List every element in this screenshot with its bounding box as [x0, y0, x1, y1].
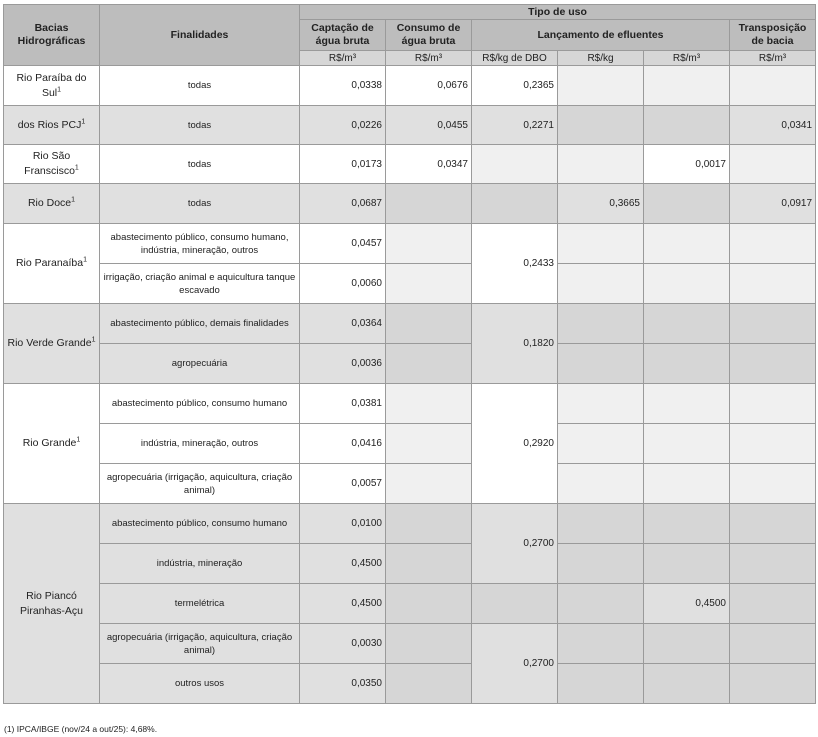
- empty-cell: [644, 184, 730, 224]
- empty-cell: [644, 504, 730, 544]
- header-tipo-de-uso: Tipo de uso: [300, 5, 816, 20]
- finalidade: termelétrica: [100, 584, 300, 624]
- value-captacao: 0,0100: [300, 504, 386, 544]
- value-captacao: 0,0350: [300, 664, 386, 704]
- table-row: [4, 145, 816, 184]
- empty-cell: [730, 424, 816, 464]
- finalidade: indústria, mineração: [100, 544, 300, 584]
- empty-cell: [644, 664, 730, 704]
- empty-cell: [730, 544, 816, 584]
- value-dbo: 0,2700: [472, 624, 558, 704]
- empty-cell: [644, 304, 730, 344]
- empty-cell: [558, 664, 644, 704]
- value-consumo: 0,0347: [386, 145, 472, 184]
- value-captacao: 0,0364: [300, 304, 386, 344]
- value-captacao: 0,0030: [300, 624, 386, 664]
- empty-cell: [644, 424, 730, 464]
- empty-cell: [730, 584, 816, 624]
- empty-cell: [386, 624, 472, 664]
- finalidade: todas: [100, 66, 300, 106]
- table-row: [4, 664, 816, 704]
- unit-dbo: R$/kg de DBO: [472, 51, 558, 66]
- value-lancamento-m3: 0,4500: [644, 584, 730, 624]
- unit-consumo: R$/m³: [386, 51, 472, 66]
- value-dbo: 0,2920: [472, 384, 558, 504]
- table-row: [4, 464, 816, 504]
- empty-cell: [730, 145, 816, 184]
- table-row: [4, 504, 816, 544]
- empty-cell: [386, 464, 472, 504]
- finalidade: abastecimento público, demais finalidades: [100, 304, 300, 344]
- table-row: [4, 544, 816, 584]
- header-captacao: Captação de água bruta: [300, 20, 386, 51]
- unit-lancamento-m3: R$/m³: [644, 51, 730, 66]
- value-captacao: 0,4500: [300, 544, 386, 584]
- empty-cell: [472, 584, 558, 624]
- tariff-table: [3, 4, 816, 704]
- value-dbo: 0,2365: [472, 66, 558, 106]
- value-transposicao: 0,0917: [730, 184, 816, 224]
- value-captacao: 0,0036: [300, 344, 386, 384]
- empty-cell: [558, 584, 644, 624]
- table-row: [4, 344, 816, 384]
- header-bacias: Bacias Hidrográficas: [4, 5, 100, 66]
- value-consumo: 0,0676: [386, 66, 472, 106]
- basin-name: Rio Doce$^1$: [4, 184, 100, 224]
- finalidade: irrigação, criação animal e aquicultura tanque escavado: [100, 264, 300, 304]
- table-row: [4, 384, 816, 424]
- table-row: [4, 584, 816, 624]
- finalidade: abastecimento público, consumo humano: [100, 384, 300, 424]
- value-dbo: 0,2271: [472, 106, 558, 145]
- table-row: [4, 624, 816, 664]
- empty-cell: [472, 145, 558, 184]
- empty-cell: [730, 664, 816, 704]
- finalidade: abastecimento público, consumo humano, indústria, mineração, outros: [100, 224, 300, 264]
- finalidade: agropecuária: [100, 344, 300, 384]
- unit-captacao: R$/m³: [300, 51, 386, 66]
- value-captacao: 0,0416: [300, 424, 386, 464]
- header-lancamento: Lançamento de efluentes: [472, 20, 730, 51]
- value-lancamento-m3: 0,0017: [644, 145, 730, 184]
- value-transposicao: 0,0341: [730, 106, 816, 145]
- value-captacao: 0,0381: [300, 384, 386, 424]
- empty-cell: [472, 184, 558, 224]
- empty-cell: [386, 544, 472, 584]
- empty-cell: [558, 624, 644, 664]
- finalidade: indústria, mineração, outros: [100, 424, 300, 464]
- empty-cell: [644, 264, 730, 304]
- value-dbo: 0,2433: [472, 224, 558, 304]
- empty-cell: [730, 384, 816, 424]
- empty-cell: [386, 424, 472, 464]
- empty-cell: [730, 464, 816, 504]
- unit-kg: R$/kg: [558, 51, 644, 66]
- empty-cell: [644, 464, 730, 504]
- empty-cell: [386, 384, 472, 424]
- finalidade: agropecuária (irrigação, aquicultura, criação animal): [100, 464, 300, 504]
- value-captacao: 0,0687: [300, 184, 386, 224]
- empty-cell: [730, 304, 816, 344]
- value-captacao: 0,4500: [300, 584, 386, 624]
- empty-cell: [644, 344, 730, 384]
- basin-name: Rio Paraíba do Sul$^1$: [4, 66, 100, 106]
- basin-name: Rio Grande$^1$: [4, 384, 100, 504]
- header-consumo: Consumo de água bruta: [386, 20, 472, 51]
- unit-transposicao: R$/m³: [730, 51, 816, 66]
- finalidade: todas: [100, 145, 300, 184]
- value-dbo: 0,2700: [472, 504, 558, 584]
- empty-cell: [730, 66, 816, 106]
- table-row: [4, 106, 816, 145]
- empty-cell: [644, 224, 730, 264]
- empty-cell: [644, 384, 730, 424]
- value-dbo: 0,1820: [472, 304, 558, 384]
- empty-cell: [386, 304, 472, 344]
- value-consumo: 0,0455: [386, 106, 472, 145]
- empty-cell: [558, 224, 644, 264]
- empty-cell: [386, 224, 472, 264]
- empty-cell: [386, 264, 472, 304]
- value-captacao: 0,0057: [300, 464, 386, 504]
- empty-cell: [644, 624, 730, 664]
- value-kg: 0,3665: [558, 184, 644, 224]
- basin-name: Rio Paranaíba$^1$: [4, 224, 100, 304]
- finalidade: abastecimento público, consumo humano: [100, 504, 300, 544]
- basin-name: dos Rios PCJ$^1$: [4, 106, 100, 145]
- empty-cell: [558, 344, 644, 384]
- empty-cell: [558, 66, 644, 106]
- empty-cell: [730, 224, 816, 264]
- empty-cell: [386, 664, 472, 704]
- header-finalidades: Finalidades: [100, 5, 300, 66]
- table-row: [4, 66, 816, 106]
- empty-cell: [730, 264, 816, 304]
- value-captacao: 0,0060: [300, 264, 386, 304]
- empty-cell: [558, 106, 644, 145]
- finalidade: agropecuária (irrigação, aquicultura, criação animal): [100, 624, 300, 664]
- finalidade: outros usos: [100, 664, 300, 704]
- empty-cell: [730, 344, 816, 384]
- value-captacao: 0,0226: [300, 106, 386, 145]
- empty-cell: [730, 504, 816, 544]
- basin-name: Rio São Franscisco$^1$: [4, 145, 100, 184]
- basin-name: Rio Piancó Piranhas-Açu: [4, 504, 100, 704]
- empty-cell: [386, 504, 472, 544]
- table-row: [4, 424, 816, 464]
- value-captacao: 0,0338: [300, 66, 386, 106]
- empty-cell: [386, 584, 472, 624]
- empty-cell: [558, 384, 644, 424]
- footnote: (1) IPCA/IBGE (nov/24 a out/25): 4,68%.: [4, 724, 158, 734]
- basin-name: Rio Verde Grande$^1$: [4, 304, 100, 384]
- empty-cell: [558, 544, 644, 584]
- value-captacao: 0,0457: [300, 224, 386, 264]
- empty-cell: [644, 544, 730, 584]
- table-row: [4, 224, 816, 264]
- value-captacao: 0,0173: [300, 145, 386, 184]
- empty-cell: [386, 184, 472, 224]
- empty-cell: [644, 106, 730, 145]
- table-row: [4, 264, 816, 304]
- empty-cell: [558, 424, 644, 464]
- finalidade: todas: [100, 106, 300, 145]
- empty-cell: [730, 624, 816, 664]
- empty-cell: [558, 464, 644, 504]
- table-row: [4, 184, 816, 224]
- empty-cell: [558, 264, 644, 304]
- empty-cell: [558, 504, 644, 544]
- table-row: [4, 304, 816, 344]
- empty-cell: [644, 66, 730, 106]
- empty-cell: [558, 145, 644, 184]
- header-transposicao: Transposição de bacia: [730, 20, 816, 51]
- empty-cell: [558, 304, 644, 344]
- finalidade: todas: [100, 184, 300, 224]
- empty-cell: [386, 344, 472, 384]
